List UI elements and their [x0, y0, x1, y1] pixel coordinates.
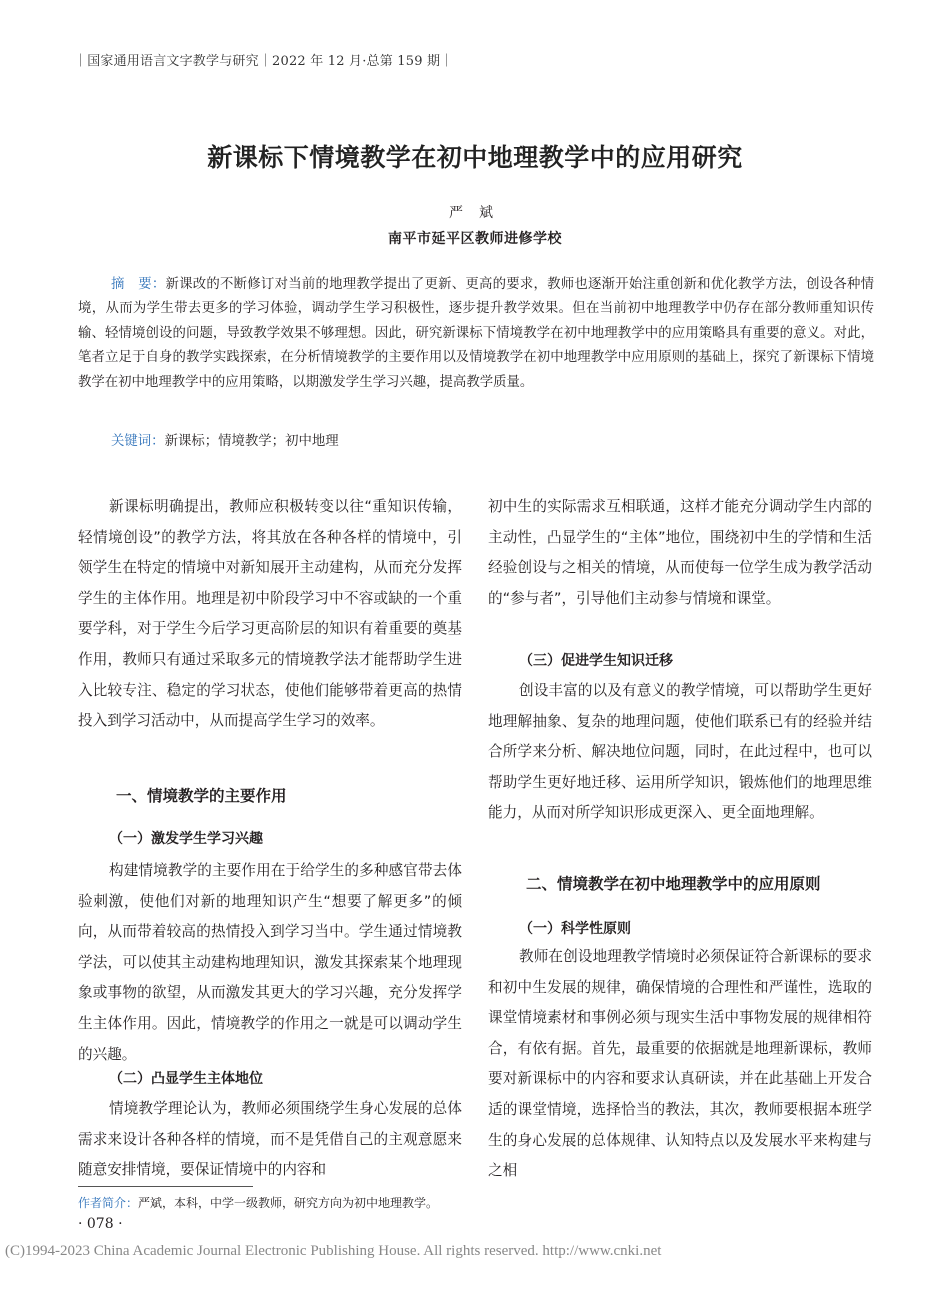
author-affiliation: 南平市延平区教师进修学校	[388, 231, 562, 247]
footnote-divider	[78, 1186, 253, 1187]
footnote-label: 作者简介：	[78, 1196, 139, 1210]
article-title: 新课标下情境教学在初中地理教学中的应用研究	[207, 143, 743, 172]
paragraph-2-1	[488, 942, 872, 1187]
abstract	[78, 273, 874, 395]
keywords	[111, 430, 339, 449]
paragraph-1-1-text: 构建情境教学的主要作用在于给学生的多种感官带去体验刺激，使他们对新的地理知识产生“想要了解更多”的倾向，从而带着较高的热情投入到学习当中。学生通过情境教学法，可以使其主动建构地理知识，激发其探索某个地理现象或事物的欲望，从而激发其更大的学习兴趣，充分发挥学生主体作用。因此，情境教学的作用之一就是可以调动学生的兴趣。	[78, 862, 462, 1063]
subheading-1-2: （二）凸显学生主体地位	[109, 1071, 263, 1087]
intro-text: 新课标明确提出，教师应积极转变以往“重知识传输，轻情境创设”的教学方法，将其放在各种各样的情境中，引领学生在特定的情境中对新知展开主动建构，从而充分发挥学生的主体作用。地理是初中阶段学习中不容或缺的一个重要学科，对于学生今后学习更高阶层的知识有着重要的奠基作用，教师只有通过采取多元的情境教学法才能帮助学生进入比较专注、稳定的学习状态，使他们能够带着更高的热情投入到学习活动中，从而提高学生学习的效率。	[78, 498, 462, 730]
author-name: 严斌	[449, 205, 509, 221]
paragraph-1-2-text: 情境教学理论认为，教师必须围绕学生身心发展的总体需求来设计各种各样的情境，而不是凭借自己的主观意愿来随意安排情境，要保证情境中的内容和	[78, 1100, 462, 1179]
copyright-watermark: (C)1994-2023 China Academic Journal Electronic Publishing House. All rights reserved. http://www.cnki.net	[5, 1243, 662, 1259]
keywords-text: 新课标；情境教学；初中地理	[164, 434, 339, 449]
subheading-1-1: （一）激发学生学习兴趣	[109, 831, 263, 847]
abstract-text: 新课改的不断修订对当前的地理教学提出了更新、更高的要求，教师也逐渐开始注重创新和优化教学方法，创设各种情境，从而为学生带去更多的学习体验，调动学生学习积极性，逐步提升教学效果。但在当前初中地理教学中仍存在部分教师重知识传输、轻情境创设的问题，导致教学效果不够理想。因此，研究新课标下情境教学在初中地理教学中的应用策略具有重要的意义。对此，笔者立足于自身的教学实践探索，在分析情境教学的主要作用以及情境教学在初中地理教学中应用原则的基础上，探究了新课标下情境教学在初中地理教学中的应用策略，以期激发学生学习兴趣，提高教学质量。	[78, 277, 875, 390]
paragraph-1-2	[78, 1094, 462, 1186]
keywords-label: 关键词：	[111, 434, 165, 449]
footnote-text: 严斌，本科，中学一级教师，研究方向为初中地理教学。	[138, 1196, 439, 1210]
section-heading-1: 一、情境教学的主要作用	[116, 787, 287, 805]
paragraph-1-3	[488, 676, 872, 829]
paragraph-1-2-continued-text: 初中生的实际需求互相联通，这样才能充分调动学生内部的主动性，凸显学生的“主体”地位，围绕初中生的学情和生活经验创设与之相关的情境，从而使每一位学生成为教学活动的“参与者”，引导他们主动参与情境和课堂。	[488, 498, 872, 607]
paragraph-1-2-continued	[488, 492, 872, 614]
abstract-label: 摘 要：	[111, 277, 166, 292]
paragraph-1-1	[78, 856, 462, 1070]
subheading-1-3: （三）促进学生知识迁移	[519, 653, 673, 669]
journal-header: ｜国家通用语言文字教学与研究｜2022 年 12 月·总第 159 期｜	[74, 54, 454, 69]
paragraph-2-1-text: 教师在创设地理教学情境时必须保证符合新课标的要求和初中生发展的规律，确保情境的合理性和严谨性，选取的课堂情境素材和事例必须与现实生活中事物发展的规律相符合，有依有据。首先，最重要的依据就是地理新课标，教师要对新课标中的内容和要求认真研读，并在此基础上开发合适的课堂情境，选择恰当的教法，其次，教师要根据本班学生的身心发展的总体规律、认知特点以及发展水平来构建与之相	[488, 948, 872, 1180]
intro-paragraph	[78, 492, 462, 737]
section-heading-2: 二、情境教学在初中地理教学中的应用原则	[526, 875, 821, 893]
author-footnote	[78, 1194, 438, 1211]
subheading-2-1: （一）科学性原则	[519, 921, 631, 937]
paragraph-1-3-text: 创设丰富的以及有意义的教学情境，可以帮助学生更好地理解抽象、复杂的地理问题，使他们联系已有的经验并结合所学来分析、解决地位问题，同时，在此过程中，也可以帮助学生更好地迁移、运用所学知识，锻炼他们的地理思维能力，从而对所学知识形成更深入、更全面地理解。	[488, 682, 872, 822]
page-number: · 078 ·	[78, 1216, 123, 1232]
